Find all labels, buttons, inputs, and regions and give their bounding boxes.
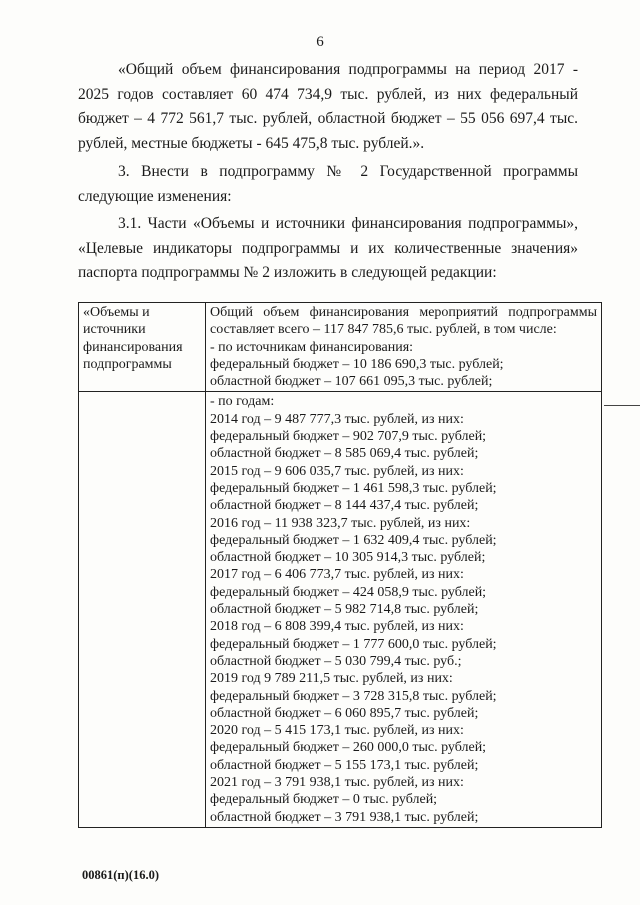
list-item: областной бюджет – 5 155 173,1 тыс. рублей; [210,757,479,773]
paragraph-amend-subprogram: 3. Внести в подпрограмму № 2 Государственной программы следующие изменения: [78,163,578,205]
list-item: 2014 год – 9 487 777,3 тыс. рублей, из них: [210,411,464,427]
list-item: - по годам: [210,394,275,410]
list-item: областной бюджет – 3 791 938,1 тыс. рублей; [210,809,479,825]
page-number: 6 [316,34,324,50]
list-item: федеральный бюджет – 260 000,0 тыс. рублей; [210,740,487,756]
list-item: 2021 год – 3 791 938,1 тыс. рублей, из них: [210,775,464,791]
list-item: 2019 год 9 789 211,5 тыс. рублей, из них: [210,671,453,687]
list-item: 2015 год – 9 606 035,7 тыс. рублей, из них: [210,463,464,479]
list-item: 2020 год – 5 415 173,1 тыс. рублей, из них: [210,723,464,739]
list-item: федеральный бюджет – 0 тыс. рублей; [210,792,438,808]
list-item: федеральный бюджет – 10 186 690,3 тыс. рублей; [210,356,504,372]
table-row [79,392,602,827]
list-item: федеральный бюджет – 1 632 409,4 тыс. рублей; [210,532,497,548]
funding-sources-label-cell [79,303,206,392]
funding-by-year-cell [206,392,602,827]
list-item: федеральный бюджет – 902 707,9 тыс. рублей; [210,429,487,445]
list-item: областной бюджет – 8 585 069,4 тыс. рублей; [210,446,479,462]
paragraph-passport-sections: 3.1. Части «Объемы и источники финансирования подпрограммы», «Целевые индикаторы подпрограммы и их количественные значения» паспорта подпрограммы № 2 изложить в следующей редакции: [78,215,578,281]
empty-label-cell [79,392,206,827]
document-code: 00861(п)(16.0) [82,868,159,882]
list-item: 2017 год – 6 406 773,7 тыс. рублей, из них: [210,567,464,583]
funding-total-text: Общий объем финансирования мероприятий подпрограммы составляет всего – 117 847 785,6 тыс. рублей, в том числе: [210,305,597,338]
list-item: 2018 год – 6 808 399,4 тыс. рублей, из них: [210,619,464,635]
list-item: 2016 год – 11 938 323,7 тыс. рублей, из них: [210,515,471,531]
table-row [79,303,602,392]
list-item: областной бюджет – 10 305 914,3 тыс. рублей; [210,550,486,566]
list-item: федеральный бюджет – 1 777 600,0 тыс. рублей; [210,636,497,652]
list-item: областной бюджет – 5 982 714,8 тыс. рублей; [210,602,479,618]
list-item: областной бюджет – 5 030 799,4 тыс. руб.; [210,653,462,669]
paragraph-funding-total: «Общий объем финансирования подпрограммы на период 2017 - 2025 годов составляет 60 474 734,9 тыс. рублей, из них федеральный бюджет – 4 772 561,7 тыс. рублей, областной бюджет – 55 056 697,4 тыс. рублей, местные бюджеты - 645 475,8 тыс. рублей.». [78,61,578,152]
funding-sources-cell [206,303,602,392]
list-item: - по источникам финансирования: [210,339,414,355]
passport-table [78,302,602,828]
list-item: федеральный бюджет – 424 058,9 тыс. рублей; [210,584,487,600]
scan-artifact-line [604,405,640,406]
list-item: областной бюджет – 6 060 895,7 тыс. рублей; [210,705,479,721]
list-item: федеральный бюджет – 3 728 315,8 тыс. рублей; [210,688,497,704]
list-item: областной бюджет – 8 144 437,4 тыс. рублей; [210,498,479,514]
list-item: федеральный бюджет – 1 461 598,3 тыс. рублей; [210,480,497,496]
list-item: областной бюджет – 107 661 095,3 тыс. рублей; [210,374,493,390]
funding-sources-label: «Объемы и источники финансирования подпрограммы [83,305,183,372]
